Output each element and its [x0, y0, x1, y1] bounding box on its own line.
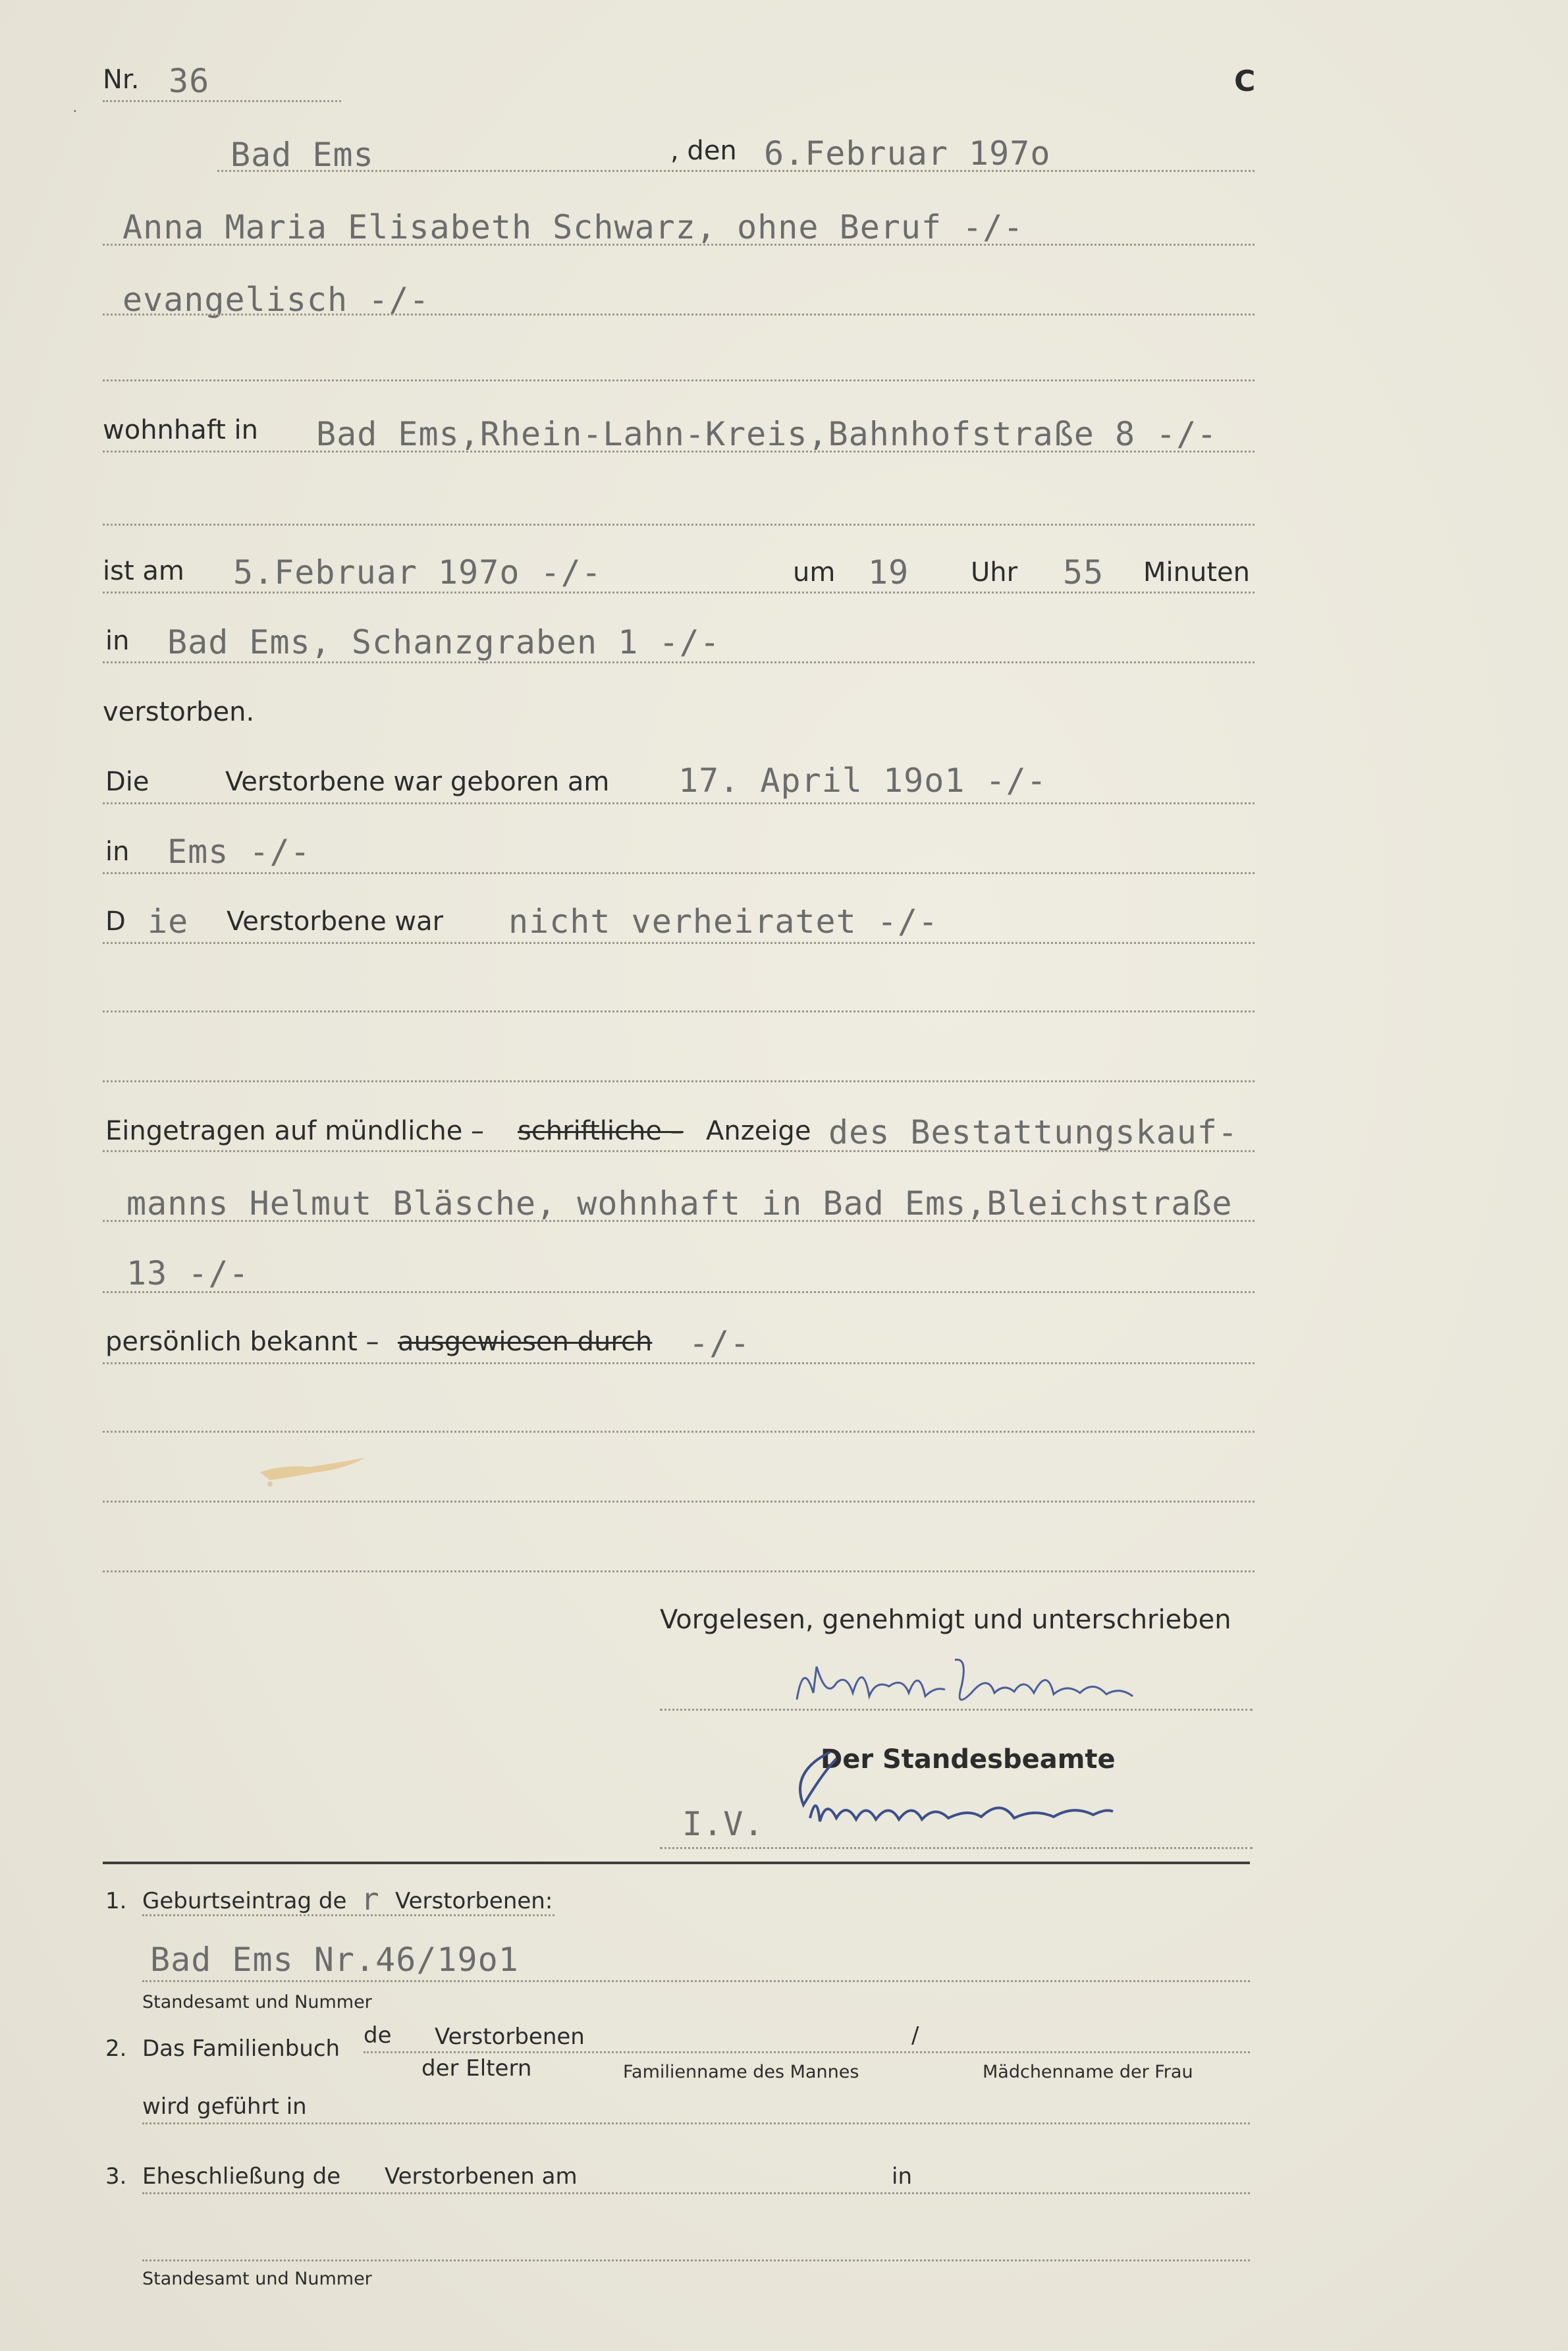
time-um-label: um [793, 557, 836, 588]
place-date-line [217, 170, 1255, 172]
item3-label: Eheschließung de [142, 2163, 341, 2190]
registration-label: Eingetragen auf mündliche – [105, 1116, 485, 1146]
item2-number: 2. [105, 2035, 127, 2062]
death-place-value: Bad Ems, Schanzgraben 1 -/- [167, 623, 720, 661]
marital-ie-typed: ie [148, 902, 189, 941]
item1-label-2: Verstorbenen: [395, 1888, 553, 1914]
item2-de: de [364, 2022, 392, 2049]
official-label: Der Standesbeamte [821, 1744, 1116, 1775]
item1-number: 1. [105, 1888, 127, 1914]
anzeige-label: Anzeige [706, 1116, 811, 1146]
blank-line [103, 1010, 1255, 1012]
marital-line [103, 942, 1255, 944]
date-value: 6.Februar 197o [764, 134, 1051, 173]
minuten-label: Minuten [1143, 557, 1250, 588]
registration-line-3 [103, 1291, 1255, 1293]
religion-line [103, 314, 1255, 316]
blank-line [103, 1501, 1255, 1503]
blank-line [103, 1431, 1255, 1433]
death-date-value: 5.Februar 197o -/- [233, 553, 602, 592]
registration-line-1 [103, 1150, 1255, 1152]
birth-date-value: 17. April 19o1 -/- [678, 761, 1047, 800]
item3-line [142, 2192, 1250, 2194]
item1-caption: Standesamt und Nummer [142, 1992, 372, 2012]
den-label: , den [670, 136, 737, 166]
uhr-label: Uhr [971, 557, 1018, 588]
nr-label: Nr. [103, 65, 140, 95]
item2-verstorbenen: Verstorbenen [435, 2024, 585, 2050]
death-minutes: 55 [1063, 553, 1104, 592]
birth-place-line [103, 872, 1255, 874]
item2-man-caption: Familienname des Mannes [623, 2062, 859, 2082]
item2-woman-caption: Mädchenname der Frau [983, 2062, 1193, 2082]
item2-wird-line [142, 2122, 1250, 2124]
item3-in: in [892, 2163, 912, 2190]
paper-stain [257, 1452, 369, 1492]
item1-label-line [142, 1914, 554, 1916]
marital-value: nicht verheiratet -/- [508, 902, 939, 941]
verstorben-label: verstorben. [103, 697, 255, 727]
marital-d-label: D [105, 906, 126, 937]
birth-place-label: in [105, 837, 130, 867]
birth-date-line [103, 802, 1255, 804]
birth-die-label: Die [105, 767, 149, 797]
item1-value: Bad Ems Nr.46/19o1 [150, 1941, 519, 1979]
item3-line-2 [142, 2259, 1250, 2261]
residence-value: Bad Ems,Rhein-Lahn-Kreis,Bahnhofstraße 8 -/- [316, 415, 1218, 453]
item1-label: Geburtseintrag de [142, 1888, 347, 1914]
registration-typed-2: manns Helmut Bläsche, wohnhaft in Bad Ems,Bleichstraße [126, 1184, 1233, 1223]
birth-label: Verstorbene war geboren am [225, 767, 610, 797]
item3-verstorbenen: Verstorbenen am [385, 2163, 578, 2190]
identity-label: persönlich bekannt – [105, 1327, 379, 1357]
iv-label: I.V. [682, 1805, 765, 1843]
place-value: Bad Ems [230, 136, 374, 174]
blank-line [103, 1570, 1255, 1572]
death-date-label: ist am [103, 556, 184, 586]
religion-value: evangelisch -/- [122, 281, 430, 319]
page-letter: C [1234, 65, 1256, 98]
blank-line [103, 1080, 1255, 1082]
blank-line [103, 379, 1255, 381]
registration-line-2 [103, 1220, 1255, 1222]
item2-line [364, 2051, 1250, 2053]
official-signature-line [660, 1847, 1253, 1849]
item1-typed-r: r [361, 1881, 379, 1917]
identity-line [103, 1362, 1255, 1364]
death-date-line [103, 592, 1255, 594]
item2-eltern: der Eltern [421, 2055, 532, 2082]
marital-label: Verstorbene war [227, 906, 444, 937]
official-signature [784, 1746, 1126, 1844]
residence-line [103, 451, 1255, 453]
death-hour: 19 [868, 553, 909, 592]
margin-mark: . [72, 97, 78, 116]
blank-line [103, 524, 1255, 526]
item2-wird-label: wird geführt in [142, 2093, 307, 2120]
nr-underline [103, 100, 341, 102]
item2-label: Das Familienbuch [142, 2035, 340, 2062]
item3-number: 3. [105, 2163, 127, 2190]
death-place-label: in [105, 626, 130, 656]
informant-signature-line [660, 1709, 1253, 1711]
name-line [103, 244, 1255, 246]
item3-caption: Standesamt und Nummer [142, 2269, 372, 2289]
death-place-line [103, 661, 1255, 663]
item1-value-line [142, 1980, 1250, 1982]
registration-strike: schriftliche – [518, 1116, 684, 1146]
registration-typed-3: 13 -/- [126, 1254, 250, 1292]
birth-place-value: Ems -/- [167, 833, 311, 871]
nr-value: 36 [169, 62, 210, 100]
registration-typed-1: des Bestattungskauf- [828, 1113, 1239, 1151]
read-approved-label: Vorgelesen, genehmigt und unterschrieben [660, 1605, 1231, 1635]
item2-slash: / [911, 2022, 919, 2049]
deceased-name: Anna Maria Elisabeth Schwarz, ohne Beruf -/- [122, 208, 1024, 246]
identity-strike: ausgewiesen durch [398, 1327, 653, 1357]
section-divider [103, 1862, 1250, 1864]
identity-typed: -/- [689, 1324, 751, 1362]
residence-label: wohnhaft in [103, 415, 258, 445]
